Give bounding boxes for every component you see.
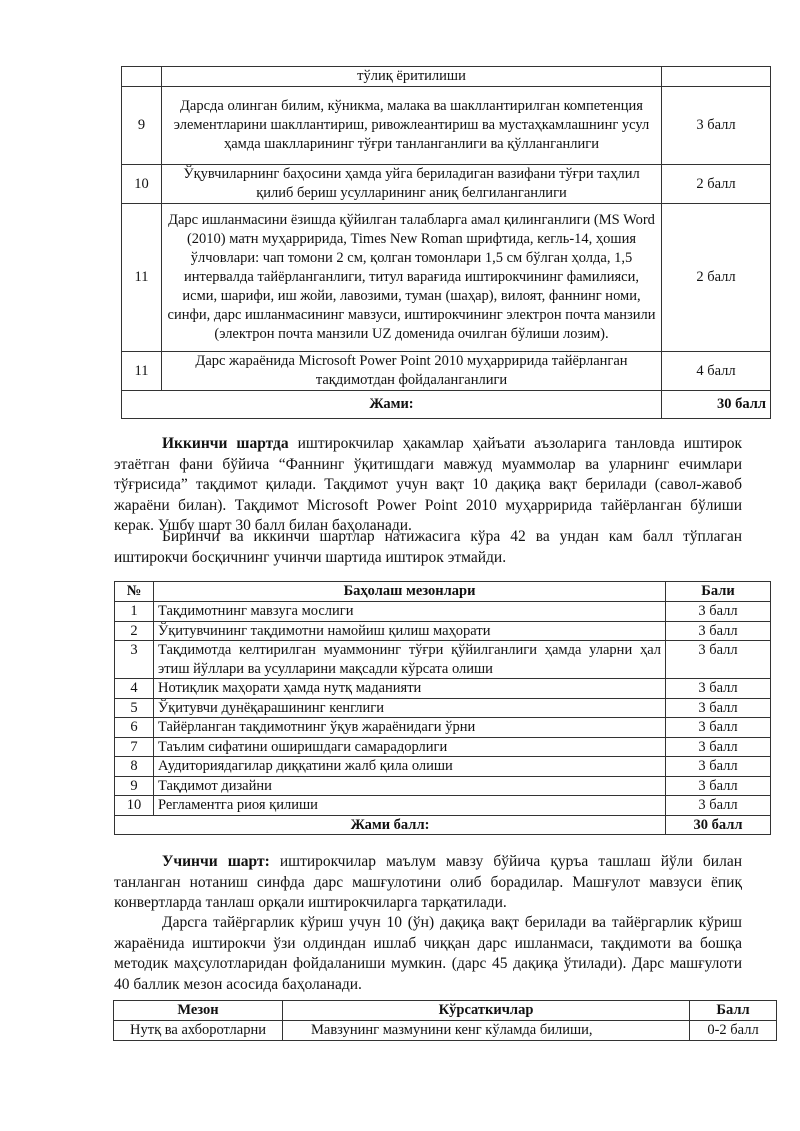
criterion-score: 3 балл bbox=[662, 87, 771, 165]
header-score: Бали bbox=[666, 582, 771, 602]
criterion-score: 3 балл bbox=[666, 679, 771, 699]
table-row bbox=[122, 165, 771, 204]
row-number: 6 bbox=[115, 718, 154, 738]
criterion-score: 3 балл bbox=[666, 796, 771, 816]
presentation-criteria-table bbox=[114, 581, 771, 835]
table-row bbox=[115, 679, 771, 699]
row-number: 10 bbox=[122, 165, 162, 204]
header-criterion: Мезон bbox=[114, 1001, 283, 1021]
row-number: 11 bbox=[122, 204, 162, 352]
criterion-text: Регламентга риоя қилиши bbox=[154, 796, 666, 816]
table-header-row bbox=[114, 1001, 777, 1021]
criterion-score: 3 балл bbox=[666, 621, 771, 641]
criterion-name: Нутқ ва ахборотларни bbox=[114, 1021, 283, 1041]
row-number: 8 bbox=[115, 757, 154, 777]
criterion-score: 0-2 балл bbox=[690, 1021, 777, 1041]
table-row bbox=[114, 1021, 777, 1041]
criterion-score: 3 балл bbox=[666, 757, 771, 777]
table-row bbox=[115, 776, 771, 796]
criterion-text: Ўқувчиларнинг баҳосини ҳамда уйга бериладиган вазифани тўғри таҳлил қилиб бериш усулларининг аниқ белгиланганлиги bbox=[162, 165, 662, 204]
criterion-text: Ўқитувчининг тақдимотни намойиш қилиш маҳорати bbox=[154, 621, 666, 641]
lesson-criteria-table bbox=[113, 1000, 777, 1041]
header-indicators: Кўрсаткичлар bbox=[283, 1001, 690, 1021]
row-number: 1 bbox=[115, 602, 154, 622]
table-row bbox=[122, 87, 771, 165]
table-row bbox=[115, 698, 771, 718]
criterion-text: Таълим сифатини оширишдаги самарадорлиги bbox=[154, 737, 666, 757]
table-row bbox=[122, 352, 771, 391]
criterion-text: Дарс жараёнида Microsoft Power Point 2010 муҳарририда тайёрланган тақдимотдан фойдаланганлиги bbox=[162, 352, 662, 391]
criterion-text: Тақдимотда келтирилган муаммонинг тўғри қўйилганлиги ҳамда уларни ҳал этиш йўллари ва усулларини мақсадли кўрсата олиши bbox=[154, 641, 666, 679]
threshold-text: Биринчи ва иккинчи шартлар натижасига кўра 42 ва ундан кам балл тўплаган иштирокчи босқичнинг учинчи шартида иштирок этмайди. bbox=[114, 528, 742, 566]
row-number: 9 bbox=[122, 87, 162, 165]
header-number: № bbox=[115, 582, 154, 602]
criterion-score: 3 балл bbox=[666, 776, 771, 796]
table-header-row bbox=[115, 582, 771, 602]
table-row bbox=[122, 67, 771, 87]
criterion-text: Нотиқлик маҳорати ҳамда нутқ маданияти bbox=[154, 679, 666, 699]
criterion-score bbox=[662, 67, 771, 87]
preparation-paragraph bbox=[114, 913, 742, 995]
criterion-text: тўлиқ ёритилиши bbox=[162, 67, 662, 87]
third-condition-heading: Учинчи шарт: bbox=[162, 853, 270, 870]
row-number: 9 bbox=[115, 776, 154, 796]
third-condition-text: иштирокчилар маълум мавзу бўйича қуръа ташлаш йўли билан танланган нотаниш синфда дарс машғулотини олиб борадилар. Машғулот мавзуси ёпиқ конвертларда танлаш орқали иштирокчиларга тарқатилади. bbox=[114, 853, 742, 911]
header-criteria: Баҳолаш мезонлари bbox=[154, 582, 666, 602]
indicator-text: Мавзунинг мазмунини кенг кўламда билиши, bbox=[283, 1021, 690, 1041]
criterion-text: Дарсда олинган билим, кўникма, малака ва шакллантирилган компетенция элементларини шакллантириш, ривожлеантириш ва мустаҳкамлашнинг усул ҳамда шаклларининг тўғри танланганлиги ва қўлланганлиги bbox=[162, 87, 662, 165]
row-number: 7 bbox=[115, 737, 154, 757]
criterion-score: 3 балл bbox=[666, 698, 771, 718]
row-number: 3 bbox=[115, 641, 154, 679]
criterion-score: 3 балл bbox=[666, 641, 771, 679]
table-total-row bbox=[115, 815, 771, 835]
criterion-score: 2 балл bbox=[662, 165, 771, 204]
header-score: Балл bbox=[690, 1001, 777, 1021]
criterion-score: 4 балл bbox=[662, 352, 771, 391]
criterion-text: Аудиториядагилар диққатини жалб қила олиши bbox=[154, 757, 666, 777]
table-row bbox=[122, 204, 771, 352]
third-condition-paragraph bbox=[114, 852, 742, 914]
row-number bbox=[122, 67, 162, 87]
criterion-text: Тайёрланган тақдимотнинг ўқув жараёнидаги ўрни bbox=[154, 718, 666, 738]
table-row bbox=[115, 737, 771, 757]
criterion-text: Дарс ишланмасини ёзишда қўйилган талабларга амал қилинганлиги (MS Word (2010) матн муҳарририда, Times New Roman шрифтида, кегль-14, ҳошия ўлчовлари: чап томони 2 см, қолган томонлари 1,5 см бўлган ҳолда, 1,5 интервалда тайёрланганлиги, титул варағида иштирокчининг фамилияси, исми, шарифи, иш жойи, лавозими, туман (шаҳар), вилоят, фаннинг номи, синфи, дарс ишланмасининг мавзуси, иштирокчининг электрон почта манзили (электрон почта манзили UZ доменида очилган бўлиши лозим). bbox=[162, 204, 662, 352]
lesson-plan-criteria-table bbox=[121, 66, 771, 419]
criterion-score: 3 балл bbox=[666, 737, 771, 757]
criterion-text: Тақдимотнинг мавзуга мослиги bbox=[154, 602, 666, 622]
table-row bbox=[115, 718, 771, 738]
total-label: Жами балл: bbox=[115, 815, 666, 835]
preparation-text: Дарсга тайёргарлик кўриш учун 10 (ўн) дақиқа вақт берилади ва тайёргарлик кўриш жараёнида иштирокчи ўзи олдиндан ишлаб чиққан дарс ишланмаси, тақдимоти ва бошқа методик маҳсулотларидан фойдаланиши мумкин. (дарс 45 дақиқа ўтилади). Дарс машғулоти 40 баллик мезон асосида баҳоланади. bbox=[114, 914, 742, 993]
row-number: 5 bbox=[115, 698, 154, 718]
row-number: 4 bbox=[115, 679, 154, 699]
table-row bbox=[115, 621, 771, 641]
total-label: Жами: bbox=[122, 391, 662, 419]
table-row bbox=[115, 796, 771, 816]
table-row bbox=[115, 757, 771, 777]
row-number: 10 bbox=[115, 796, 154, 816]
table-total-row bbox=[122, 391, 771, 419]
total-value: 30 балл bbox=[666, 815, 771, 835]
criterion-text: Ўқитувчи дунёқарашининг кенглиги bbox=[154, 698, 666, 718]
second-condition-paragraph bbox=[114, 434, 742, 537]
table-row bbox=[115, 641, 771, 679]
table-row bbox=[115, 602, 771, 622]
criterion-score: 3 балл bbox=[666, 718, 771, 738]
row-number: 2 bbox=[115, 621, 154, 641]
row-number: 11 bbox=[122, 352, 162, 391]
criterion-score: 2 балл bbox=[662, 204, 771, 352]
total-value: 30 балл bbox=[662, 391, 771, 419]
second-condition-heading: Иккинчи шартда bbox=[162, 435, 289, 452]
threshold-paragraph bbox=[114, 527, 742, 568]
criterion-text: Тақдимот дизайни bbox=[154, 776, 666, 796]
criterion-score: 3 балл bbox=[666, 602, 771, 622]
second-condition-text: иштирокчилар ҳакамлар ҳайъати аъзоларига танловда иштирок этаётган фани бўйича “Фаннинг ўқитишдаги мавжуд муаммолар ва уларнинг ечимлари тўғрисида” тақдимот қилади. Тақдимот учун вақт 10 дақиқа вақт берилади (савол-жавоб жараёни билан). Тақдимот Microsoft Power Point 2010 муҳарририда тайёрланган бўлиши керак. Ушбу шарт 30 балл билан баҳоланади. bbox=[114, 435, 742, 534]
